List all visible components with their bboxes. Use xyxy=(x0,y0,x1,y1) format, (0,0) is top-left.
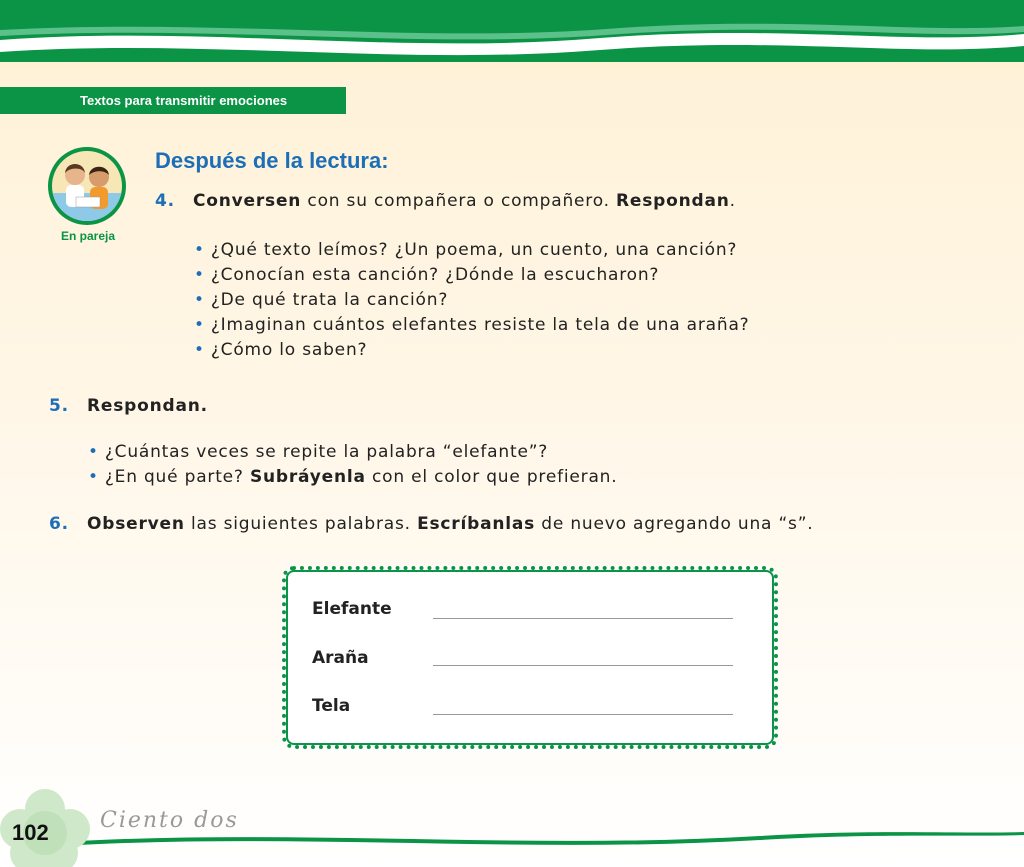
list-item: • ¿Conocían esta canción? ¿Dónde la escucharon? xyxy=(194,265,660,285)
section-tab-label: Textos para transmitir emociones xyxy=(80,93,288,108)
word-label: Araña xyxy=(312,648,369,668)
answer-line[interactable] xyxy=(433,649,733,666)
question-text: de nuevo agregando una “s”. xyxy=(535,514,814,534)
question-number: 5. xyxy=(49,396,69,416)
pair-activity-badge xyxy=(48,147,126,225)
list-item: • ¿Cómo lo saben? xyxy=(194,340,368,360)
two-children-icon xyxy=(52,151,122,221)
bold-verb: Respondan xyxy=(616,191,730,211)
answer-line[interactable] xyxy=(433,602,733,619)
question-number: 4. xyxy=(155,191,175,211)
question-6 xyxy=(49,514,814,534)
question-text: con su compañera o compañero. xyxy=(301,191,617,211)
page-number: 102 xyxy=(12,820,49,845)
list-item: • ¿Imaginan cuántos elefantes resiste la tela de una araña? xyxy=(194,315,750,335)
top-green-wave-banner xyxy=(0,0,1024,70)
question-4-bullets xyxy=(194,238,750,363)
list-item: • ¿En qué parte? Subráyenla con el color que prefieran. xyxy=(88,467,618,487)
list-item: • ¿De qué trata la canción? xyxy=(194,290,449,310)
question-4 xyxy=(155,191,736,211)
section-tab xyxy=(0,87,346,114)
children-illustration xyxy=(52,151,122,221)
list-item: • ¿Qué texto leímos? ¿Un poema, un cuento, una canción? xyxy=(194,240,738,260)
list-item: • ¿Cuántas veces se repite la palabra “elefante”? xyxy=(88,442,549,462)
bold-verb: Escríbanlas xyxy=(417,514,536,534)
page-number-words: Ciento dos xyxy=(100,808,239,833)
word-label: Tela xyxy=(312,696,351,716)
bold-verb: Conversen xyxy=(193,191,302,211)
pair-label: En pareja xyxy=(60,229,116,243)
question-text: . xyxy=(729,191,736,211)
question-5-bullets xyxy=(88,440,617,490)
section-heading: Después de la lectura: xyxy=(155,148,389,173)
question-number: 6. xyxy=(49,514,69,534)
bold-verb: Observen xyxy=(87,514,185,534)
question-5 xyxy=(49,396,208,416)
word-label: Elefante xyxy=(312,599,392,619)
bold-verb: Respondan. xyxy=(87,396,208,416)
question-text: las siguientes palabras. xyxy=(184,514,418,534)
answer-line[interactable] xyxy=(433,698,733,715)
